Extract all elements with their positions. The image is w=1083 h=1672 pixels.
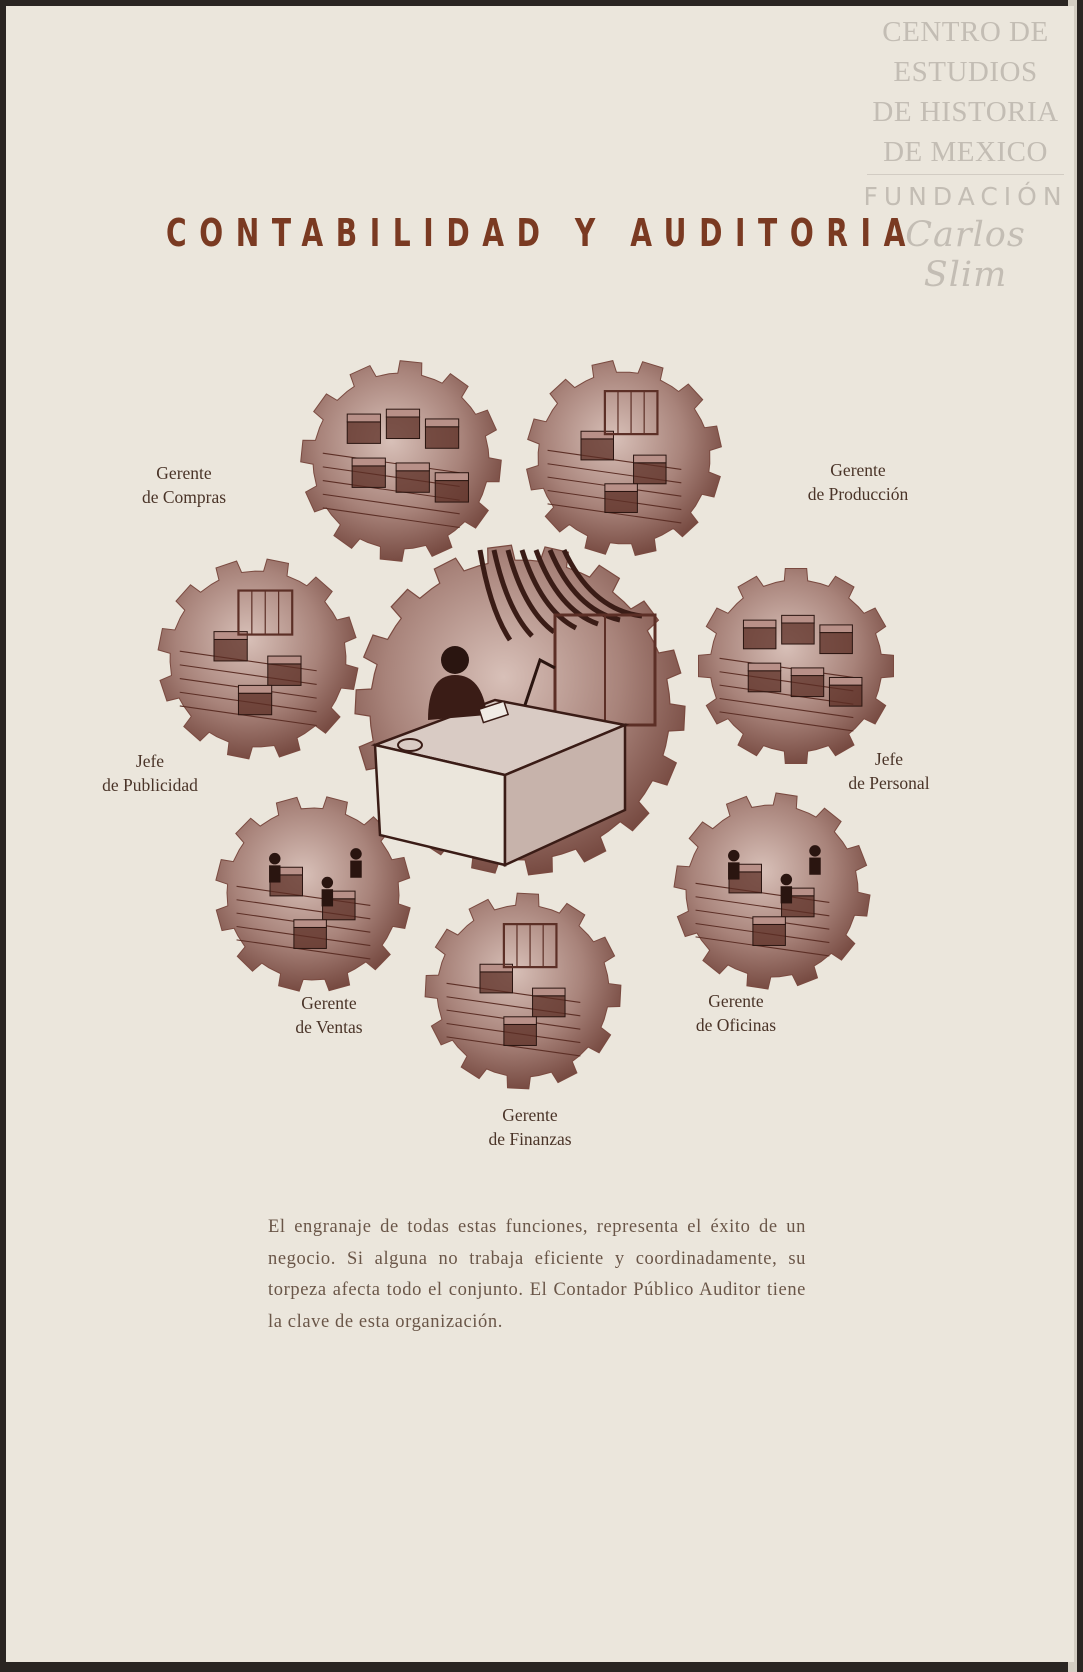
scene-box-top (238, 685, 271, 693)
scene-box (829, 685, 861, 706)
scene-person-body (781, 886, 792, 903)
gear-personal (699, 569, 894, 764)
scene-person-head (269, 853, 280, 864)
scene-box (581, 439, 613, 460)
scene-box-top (435, 473, 468, 481)
gear-shape (674, 793, 870, 989)
gear-shape (301, 361, 502, 562)
label-gerente-finanzas: Gerente de Finanzas (488, 1105, 572, 1149)
scene-box (425, 427, 458, 449)
scene-box (533, 996, 565, 1017)
gear-shape (699, 569, 894, 764)
man-head (441, 646, 469, 674)
scene-box-top (347, 414, 380, 422)
scene-box (294, 927, 326, 948)
scene-person-head (728, 850, 739, 861)
scene-box (791, 676, 823, 697)
gear-compras (301, 361, 502, 562)
scene-box-top (352, 458, 385, 466)
scene-box (753, 924, 785, 945)
body-paragraph: El engranaje de todas estas funciones, representa el éxito de un negocio. Si alguna no trabaja eficiente y coordinadamente, su torpeza afecta todo el conjunto. El Contador Público Auditor tiene la clave de esta organización. (268, 1217, 806, 1332)
scene-box-top (533, 988, 565, 996)
scene-box (268, 664, 301, 686)
label-gerente-ventas: Gerente de Ventas (295, 993, 363, 1037)
scene-box-top (386, 409, 419, 417)
watermark-line: ESTUDIOS (893, 56, 1038, 88)
scene-box (634, 463, 666, 484)
scene-box-top (504, 1017, 536, 1025)
gear-oficinas (674, 793, 870, 989)
scene-box (352, 466, 385, 488)
scene-person-body (350, 861, 361, 878)
gear-finanzas (425, 893, 621, 1089)
scene-box-top (634, 455, 666, 463)
page-title: CONTABILIDAD Y AUDITORIA (166, 211, 918, 255)
scene-person-head (322, 877, 333, 888)
watermark-line: CENTRO DE (882, 16, 1049, 48)
watermark-line: DE MEXICO (883, 136, 1048, 168)
scene-box-top (294, 920, 326, 928)
scene-box-top (425, 419, 458, 427)
scene-box-top (791, 668, 823, 676)
scene-box (396, 471, 429, 493)
scene-box (386, 417, 419, 439)
gear-central (355, 545, 685, 875)
scene-box (782, 623, 814, 644)
scene-box (820, 633, 852, 654)
scene-box (743, 628, 775, 649)
scene-box (347, 422, 380, 444)
label-jefe-personal: Jefe de Personal (848, 749, 930, 793)
scene-person-body (269, 865, 280, 882)
scene-box-top (605, 484, 637, 492)
scene-box-top (748, 663, 780, 671)
watermark-foundation: FUNDACIÓN (863, 182, 1068, 211)
scene-person-body (322, 889, 333, 906)
gear-shape (158, 559, 358, 759)
gear-shape (527, 361, 722, 556)
label-gerente-oficinas: Gerente de Oficinas (695, 991, 777, 1035)
scene-box (480, 972, 512, 993)
scene-box (214, 639, 247, 661)
gear-produccion (527, 361, 722, 556)
scene-box-top (782, 615, 814, 623)
scene-person-head (350, 848, 361, 859)
label-jefe-publicidad: Jefe de Publicidad (102, 751, 198, 795)
label-gerente-compras: Gerente de Compras (141, 463, 227, 507)
scene-box (238, 693, 271, 715)
watermark-line: DE HISTORIA (872, 96, 1059, 128)
gear-publicidad (158, 559, 358, 759)
label-gerente-produccion: Gerente de Producción (807, 460, 909, 504)
scene-box (605, 491, 637, 512)
scene-box (435, 481, 468, 503)
watermark-signature: Carlos Slim (905, 215, 1026, 295)
scene-box-top (829, 677, 861, 685)
document-page (6, 6, 1074, 1662)
scene-person-body (809, 858, 820, 875)
gear-shape (425, 893, 621, 1089)
scene-box-top (743, 620, 775, 628)
scene-box (504, 1024, 536, 1045)
scene-person-head (781, 874, 792, 885)
gears-illustration (6, 6, 1074, 1156)
scene-box-top (753, 917, 785, 925)
scene-box-top (396, 463, 429, 471)
scene-person-head (809, 845, 820, 856)
scene-person-body (728, 862, 739, 879)
scene-box (748, 671, 780, 692)
scene-box-top (268, 656, 301, 664)
scene-box-top (820, 625, 852, 633)
